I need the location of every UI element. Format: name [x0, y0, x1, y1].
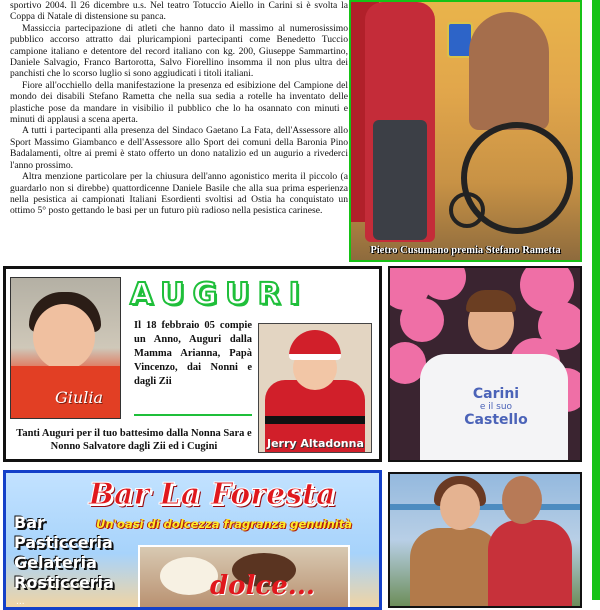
tshirt-line1: Carini: [472, 386, 520, 402]
divider: [134, 414, 252, 416]
bar-advertisement: [3, 470, 382, 610]
ad-service-item: Bar: [14, 513, 45, 532]
athlete-figure: [469, 12, 549, 130]
santa-baby-photo: [258, 323, 372, 453]
ad-address: ...: [16, 597, 25, 607]
santa-belt: [265, 416, 365, 424]
balloons-photo: [388, 266, 582, 462]
auguri-message: Il 18 febbraio 05 compie un Anno, Auguri dalla Mamma Arianna, Papà Vincenzo, dai Nonni e dagli Zii: [134, 320, 252, 387]
man-figure: [488, 520, 572, 608]
article-paragraph: sportivo 2004. Il 26 dicembre u.s. Nel teatro Totuccio Aiello in Carini si è svolta la Coppa di Natale di distensione su panca.: [10, 0, 348, 23]
article-paragraph: A tutti i partecipanti alla presenza del Sindaco Gaetano La Fata, dell'Assessore allo Sport Massimo Giambanco e dell'Assessore allo Sport dei comuni della Baronia Pino Badalamenti, oltre ai premi è stato offerto un dono natalizio ed un augurio a rivederci l'anno prossimo.: [10, 125, 348, 171]
woman-head: [440, 484, 480, 530]
article-paragraph: Massiccia partecipazione di atleti che hanno dato il massimo al numerosissimo pubblico accorso attratto dai pluricampioni partecipanti come Benedetto Tuccio campione italiano e detentore del record italiano con kg. 200, Giuseppe Sammartino, Daniele Salvagio, Franco Bartorotta, Salvo Fiorellino insomma il non plus ultra dei panchisti che lo scorso luglio si sono aggiudicati i titoli italiani.: [10, 22, 348, 80]
baby-photo: [10, 277, 121, 419]
auguri-footer: Tanti Auguri per il tuo battesimo dalla Nonna Sara e Nonno Salvatore dagli Zii ed i Cugini: [16, 428, 252, 452]
ad-pastry-photo: [138, 545, 350, 610]
ad-service-item: Gelateria: [14, 553, 97, 572]
baby-face: [33, 304, 95, 370]
photo-caption: Pietro Cusumano premia Stefano Rametta: [370, 245, 561, 256]
santa-hat-icon: [289, 330, 341, 360]
woman-figure: [410, 528, 500, 608]
auguri-box: [3, 266, 382, 462]
presenter-legs: [373, 120, 427, 240]
article-paragraph: Fiore all'occhiello della manifestazione la presenza ed esibizione del Campione del mondo dei disabili Stefano Rametta che nella sua sedia a rotelle ha inventato delle plastiche pose da mandare in visibilio il pubblico che lo ha osannato con minuti e minuti di applausi a scena aperta.: [10, 79, 348, 126]
ad-services-list: [14, 513, 114, 593]
ad-photo-text: dolce...: [210, 571, 315, 601]
tshirt-line3: Castello: [464, 412, 528, 428]
man-head: [502, 476, 542, 524]
ad-service-item: Rosticceria: [14, 573, 114, 592]
person-hair: [466, 290, 516, 312]
ad-slogan: Un'oasi di dolcezza fragranza genuinità: [96, 517, 352, 531]
article-paragraph: Altra menzione particolare per la chiusura dell'anno agonistico merita il piccolo (a guardarlo non si direbbe) quattordicenne Daniele Basile che alla sua prima esperienza nella pesistica ai campionati Italiani Esordienti svoltisi ad Ostia ha conquistato un ottimo 5° posto gettando le basi per un futuro più radioso nella pesistica carinese.: [10, 171, 348, 217]
ad-service-item: Pasticceria: [14, 533, 113, 552]
couple-photo: [388, 472, 582, 608]
ad-title: Bar La Foresta: [88, 477, 336, 512]
balloon: [400, 298, 444, 342]
article-text: [10, 0, 348, 260]
tshirt-line2: e il suo: [479, 402, 513, 412]
page-edge-rail: [592, 0, 600, 600]
baby-name: Giulia: [55, 388, 103, 407]
tshirt-print: [442, 388, 550, 427]
wheelchair-front-wheel: [449, 192, 485, 228]
auguri-title: AUGURI: [130, 277, 308, 312]
award-photo: [349, 0, 582, 262]
santa-baby-name: Jerry Altadonna: [267, 437, 364, 450]
photo-railing: [390, 504, 580, 510]
